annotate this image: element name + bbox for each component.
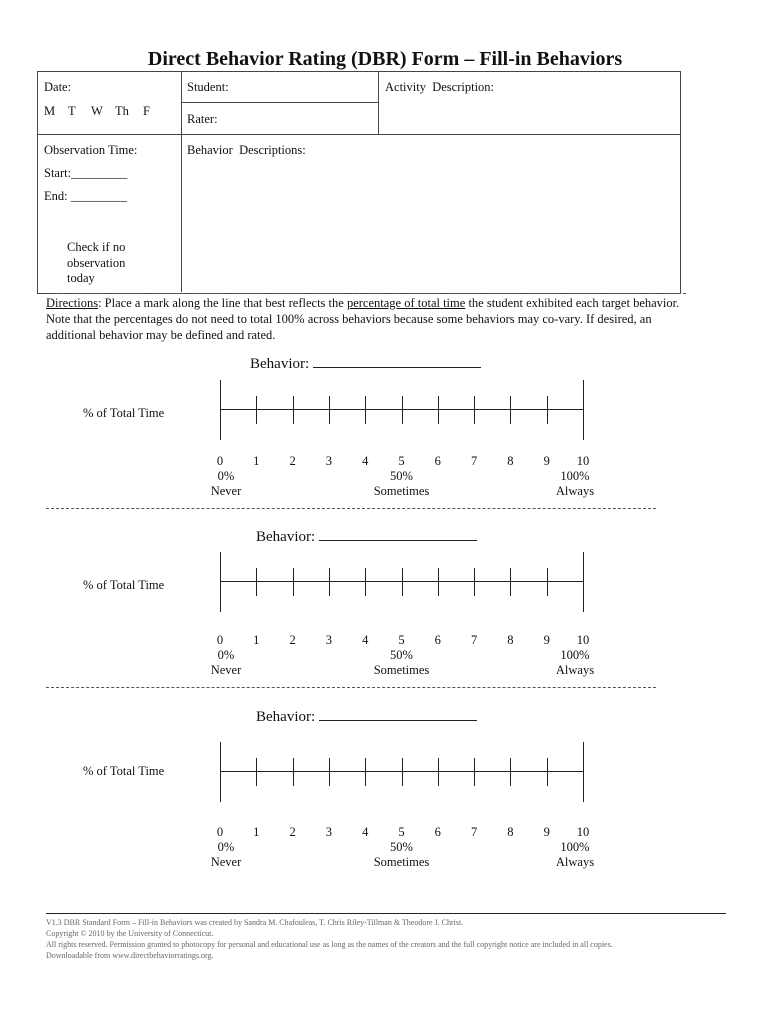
scale-number-0-s1: 0 [216,454,224,468]
scale-tick [365,396,366,424]
scale-number-1-s1: 1 [253,454,260,468]
footer-permission: All rights reserved. Permission granted to photocopy for personal and educational use as long as the names of the creators and the full copyright notice are included in all copies. [46,940,613,949]
scale-number-7-s2: 7 [470,633,478,647]
weekday-wednesday[interactable]: W [91,104,103,118]
scale-number-2-s3: 2 [289,825,296,839]
scale-number-3-s1: 3 [325,454,333,468]
scale-tick [329,758,330,786]
scale-tick [438,568,439,596]
behavior-2-field[interactable] [256,528,477,546]
scale-number-2-s1: 2 [289,454,296,468]
scale-number-6-s2: 6 [434,633,441,647]
scale-tick [583,380,584,440]
anchor-always-s2: Always [555,663,595,677]
scale-tick [547,758,548,786]
behavior-descriptions-label: Behavior Descriptions: [187,143,306,157]
scale-number-9-s2: 9 [543,633,550,647]
student-label: Student: [187,80,229,94]
scale-number-10-s3: 10 [576,825,590,839]
scale-number-9-s1: 9 [543,454,550,468]
scale-number-3-s3: 3 [325,825,333,839]
scale-tick [402,568,403,596]
scale-tick [402,758,403,786]
scale-number-0-s2: 0 [216,633,224,647]
scale-tick [510,396,511,424]
behavior-3-field[interactable] [256,708,477,726]
copyright-footer [46,917,726,961]
scale-number-5-s1: 5 [398,454,405,468]
percent-total-time-label-3: % of Total Time [83,764,165,778]
scale-number-6-s1: 6 [434,454,441,468]
behavior-3-label: Behavior: [256,709,316,725]
pct-100-s2: 100% [560,648,590,662]
activity-description-label: Activity Description: [385,80,495,94]
pct-100-s1: 100% [560,469,590,483]
rating-scale-3[interactable] [220,742,583,802]
rating-scale-1[interactable] [220,380,583,440]
scale-tick [510,568,511,596]
scale-tick [547,568,548,596]
scale-number-5-s2: 5 [398,633,405,647]
weekday-friday[interactable]: F [143,104,150,118]
scale-tick [293,396,294,424]
end-time-field[interactable]: End: _________ [44,189,127,203]
scale-number-7-s3: 7 [470,825,478,839]
scale-tick [474,758,475,786]
footer-credit: V1.3 DBR Standard Form – Fill-in Behaviors was created by Sandra M. Chafouleas, T. Chris Riley-Tillman & Theodore J. Christ. [46,918,464,927]
scale-number-7-s1: 7 [470,454,478,468]
scale-tick [220,742,221,802]
footer-copyright: Copyright © 2010 by the University of Connecticut. [46,929,214,938]
scale-number-5-s3: 5 [398,825,405,839]
scale-tick [365,758,366,786]
anchor-always-s3: Always [555,855,595,869]
start-time-field[interactable]: Start:_________ [44,166,128,180]
directions-text [46,293,686,343]
directions-part2: the student exhibited each target behavior. Note that the percentages do not need to total 100% across behaviors because some behaviors may co-vary. If desired, an additional behavior may be defined and rated. [46,296,680,342]
scale-tick [329,396,330,424]
scale-number-8-s2: 8 [507,633,514,647]
scale-tick [365,568,366,596]
directions-part1: : Place a mark along the line that best reflects the [98,296,347,310]
anchor-sometimes-s1: Sometimes [373,484,430,498]
anchor-always-s1: Always [555,484,595,498]
scale-number-10-s2: 10 [576,633,590,647]
scale-tick [438,758,439,786]
anchor-sometimes-s3: Sometimes [373,855,430,869]
scale-number-4-s1: 4 [362,454,369,468]
scale-number-8-s1: 8 [507,454,514,468]
pct-0-s2: 0% [217,648,235,662]
behavior-1-label: Behavior: [250,356,310,372]
no-observation-checkbox-label[interactable]: Check if no observation today [67,240,126,285]
scale-tick [583,552,584,612]
date-label: Date: [44,80,72,94]
scale-tick [256,568,257,596]
scale-tick [547,396,548,424]
anchor-sometimes-s2: Sometimes [373,663,430,677]
scale-tick [510,758,511,786]
pct-50-s2: 50% [390,648,413,662]
pct-100-s3: 100% [560,840,590,854]
observation-time-label: Observation Time: [44,143,138,157]
scale-tick [293,568,294,596]
scale-number-1-s3: 1 [253,825,260,839]
weekday-tuesday[interactable]: T [68,104,76,118]
scale-number-8-s3: 8 [507,825,514,839]
scale-tick [329,568,330,596]
behavior-1-field[interactable] [250,355,481,373]
weekday-thursday[interactable]: Th [115,104,129,118]
scale-number-4-s2: 4 [362,633,369,647]
directions-emphasis: percentage of total time [346,296,466,310]
footer-download: Downloadable from www.directbehaviorratings.org. [46,951,214,960]
scale-number-6-s3: 6 [434,825,441,839]
weekday-monday[interactable]: M [44,104,56,118]
scale-tick [256,396,257,424]
scale-number-3-s2: 3 [325,633,333,647]
scale-tick [438,396,439,424]
scale-number-10-s1: 10 [576,454,590,468]
scale-tick [220,552,221,612]
scale-tick [402,396,403,424]
scale-tick [293,758,294,786]
behavior-2-label: Behavior: [256,529,316,545]
scale-tick [474,396,475,424]
anchor-never-s3: Never [210,855,242,869]
form-title: Direct Behavior Rating (DBR) Form – Fill-in Behaviors [147,48,623,70]
percent-total-time-label-2: % of Total Time [83,578,165,592]
scale-tick [474,568,475,596]
scale-tick [583,742,584,802]
pct-50-s3: 50% [390,840,413,854]
scale-tick [220,380,221,440]
directions-lead: Directions [46,296,99,310]
scale-number-1-s2: 1 [253,633,260,647]
scale-number-2-s2: 2 [289,633,296,647]
pct-50-s1: 50% [390,469,413,483]
scale-number-9-s3: 9 [543,825,550,839]
rating-scale-2[interactable] [220,552,583,612]
anchor-never-s1: Never [210,484,242,498]
percent-total-time-label-1: % of Total Time [83,406,165,420]
scale-number-0-s3: 0 [216,825,224,839]
rater-label: Rater: [187,112,218,126]
scale-number-4-s3: 4 [362,825,369,839]
pct-0-s3: 0% [217,840,235,854]
scale-tick [256,758,257,786]
pct-0-s1: 0% [217,469,235,483]
anchor-never-s2: Never [210,663,242,677]
